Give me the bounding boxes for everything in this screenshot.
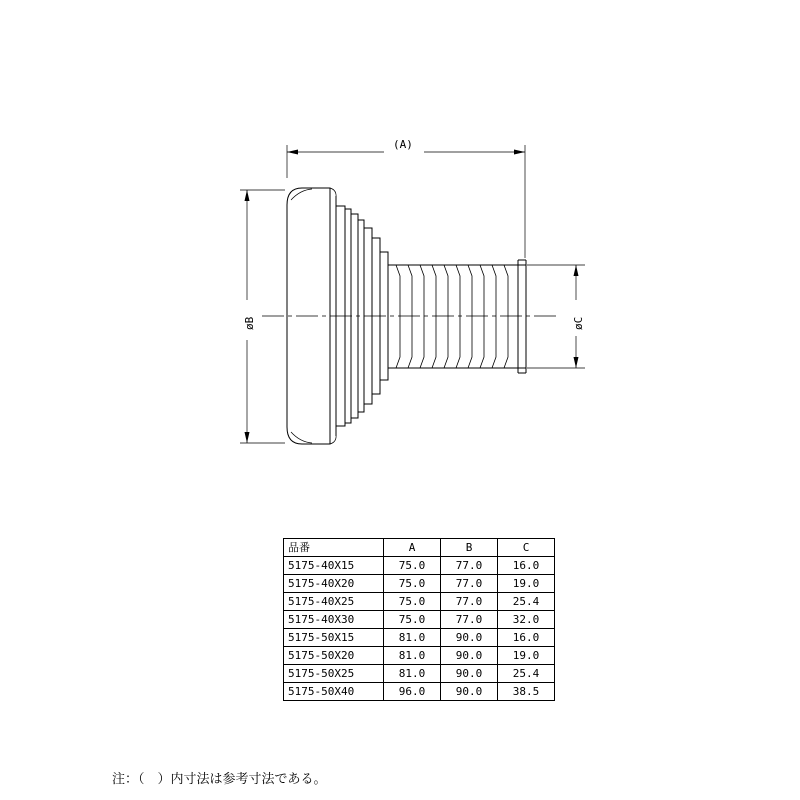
cell-part-number: 5175-50X20 xyxy=(284,647,384,665)
cell-c: 32.0 xyxy=(498,611,555,629)
table-header-part-number: 品番 xyxy=(284,539,384,557)
table-row xyxy=(284,557,555,575)
table-row xyxy=(284,647,555,665)
cell-a: 81.0 xyxy=(384,629,441,647)
table-header-a: A xyxy=(384,539,441,557)
cell-c: 25.4 xyxy=(498,593,555,611)
table-row xyxy=(284,665,555,683)
cap-bottom-arc xyxy=(291,432,312,443)
cell-part-number: 5175-50X25 xyxy=(284,665,384,683)
table-header-row xyxy=(284,539,555,557)
arrow-c-bottom xyxy=(574,357,579,368)
cell-b: 90.0 xyxy=(441,665,498,683)
cell-c: 38.5 xyxy=(498,683,555,701)
table-row xyxy=(284,611,555,629)
cell-c: 19.0 xyxy=(498,647,555,665)
cell-part-number: 5175-40X20 xyxy=(284,575,384,593)
arrow-b-top xyxy=(245,190,250,201)
table-row xyxy=(284,593,555,611)
cell-b: 77.0 xyxy=(441,575,498,593)
arrow-a-right xyxy=(514,150,525,155)
dimension-label-b: øB xyxy=(243,316,256,330)
cell-part-number: 5175-40X25 xyxy=(284,593,384,611)
table-row xyxy=(284,629,555,647)
cap-corner-br xyxy=(330,434,336,444)
cell-part-number: 5175-50X40 xyxy=(284,683,384,701)
dimension-label-a: (A) xyxy=(393,138,413,151)
cell-c: 16.0 xyxy=(498,557,555,575)
cell-a: 81.0 xyxy=(384,647,441,665)
specification-table xyxy=(283,538,555,701)
cell-b: 90.0 xyxy=(441,629,498,647)
table-row xyxy=(284,683,555,701)
cell-c: 25.4 xyxy=(498,665,555,683)
cell-a: 75.0 xyxy=(384,575,441,593)
cell-c: 16.0 xyxy=(498,629,555,647)
cap-corner-tr xyxy=(330,188,336,198)
cap-top-arc xyxy=(291,189,312,200)
cell-part-number: 5175-40X15 xyxy=(284,557,384,575)
cell-a: 75.0 xyxy=(384,611,441,629)
barb-ribs xyxy=(396,265,508,368)
cell-a: 75.0 xyxy=(384,557,441,575)
table-header-b: B xyxy=(441,539,498,557)
arrow-c-top xyxy=(574,265,579,276)
cell-b: 77.0 xyxy=(441,557,498,575)
cell-a: 81.0 xyxy=(384,665,441,683)
cell-part-number: 5175-50X15 xyxy=(284,629,384,647)
cell-b: 77.0 xyxy=(441,593,498,611)
cell-b: 90.0 xyxy=(441,647,498,665)
cell-a: 96.0 xyxy=(384,683,441,701)
arrow-a-left xyxy=(287,150,298,155)
footnote: 注：（ ）内寸法は参考寸法である。 xyxy=(112,772,327,787)
cell-part-number: 5175-40X30 xyxy=(284,611,384,629)
table-header-c: C xyxy=(498,539,555,557)
cell-a: 75.0 xyxy=(384,593,441,611)
table-row xyxy=(284,575,555,593)
cell-c: 19.0 xyxy=(498,575,555,593)
dimension-label-c: øC xyxy=(572,316,585,330)
arrow-b-bottom xyxy=(245,432,250,443)
cell-b: 77.0 xyxy=(441,611,498,629)
cell-b: 90.0 xyxy=(441,683,498,701)
